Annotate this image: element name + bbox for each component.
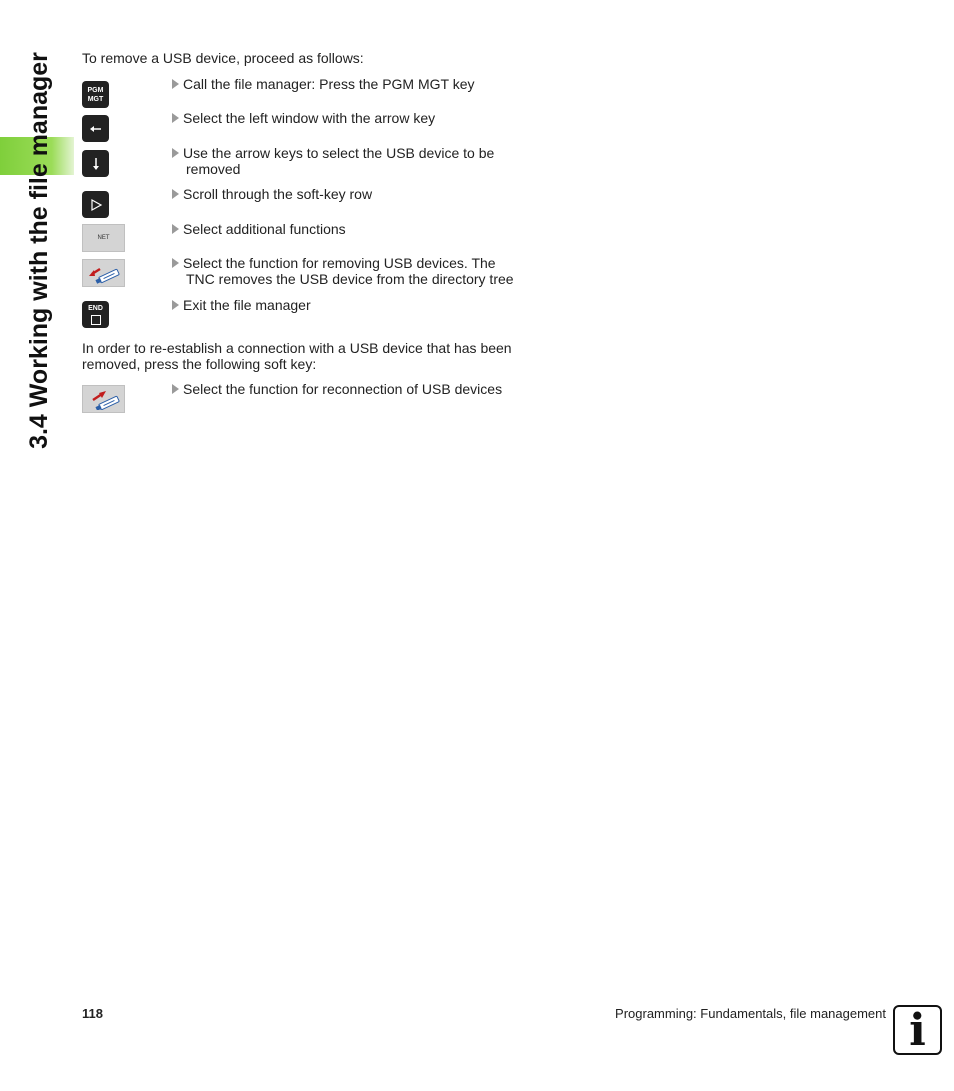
next-softkey-row-key <box>82 191 109 218</box>
page-number: 118 <box>82 1006 103 1021</box>
reconnect-usb-softkey <box>82 385 125 413</box>
reconnect-intro-line1: In order to re-establish a connection with a USB device that has been <box>82 340 512 356</box>
step-1 <box>172 76 542 92</box>
triangle-bullet-icon <box>172 189 179 199</box>
step-1-text: Call the file manager: Press the PGM MGT key <box>183 76 475 92</box>
usb-remove-icon <box>85 262 123 284</box>
right-triangle-outline-icon <box>89 198 103 212</box>
step-5 <box>172 221 542 237</box>
remove-usb-softkey <box>82 259 125 287</box>
info-icon <box>893 1005 942 1055</box>
step-2 <box>172 110 542 126</box>
reconnect-step <box>172 381 542 397</box>
step-3 <box>172 145 542 177</box>
end-key-label: END <box>88 304 103 312</box>
triangle-bullet-icon <box>172 148 179 158</box>
triangle-bullet-icon <box>172 300 179 310</box>
step-6-text-line2: TNC removes the USB device from the directory tree <box>186 271 514 287</box>
info-icon-glyph: i <box>909 1004 926 1056</box>
triangle-bullet-icon <box>172 258 179 268</box>
triangle-bullet-icon <box>172 113 179 123</box>
step-6-text-line1: Select the function for removing USB devices. The <box>183 255 496 271</box>
step-7 <box>172 297 542 313</box>
step-4-text: Scroll through the soft-key row <box>183 186 373 202</box>
pgm-mgt-key <box>82 81 109 108</box>
intro-text: To remove a USB device, proceed as follows: <box>82 50 364 66</box>
step-2-text: Select the left window with the arrow key <box>183 110 436 126</box>
end-key <box>82 301 109 328</box>
step-4 <box>172 186 542 202</box>
net-softkey-label: NET <box>97 235 110 241</box>
down-arrow-key <box>82 150 109 177</box>
left-arrow-key <box>82 115 109 142</box>
step-6 <box>172 255 542 287</box>
left-arrow-icon <box>89 124 103 134</box>
reconnect-step-text: Select the function for reconnection of USB devices <box>183 381 503 397</box>
reconnect-intro <box>82 340 552 372</box>
step-3-text-line1: Use the arrow keys to select the USB device to be <box>183 145 495 161</box>
footer-section-title: Programming: Fundamentals, file management <box>615 1006 886 1021</box>
mgt-key-label: MGT <box>87 95 104 103</box>
chapter-title: 3.4 Working with the file manager <box>24 51 53 449</box>
chapter-sidebar <box>12 30 66 470</box>
reconnect-intro-line2: removed, press the following soft key: <box>82 356 317 372</box>
net-softkey <box>82 224 125 252</box>
down-arrow-icon <box>91 157 101 171</box>
step-5-text: Select additional functions <box>183 221 346 237</box>
triangle-bullet-icon <box>172 384 179 394</box>
step-3-text-line2: removed <box>186 161 241 177</box>
pgm-key-label: PGM <box>87 86 104 94</box>
step-7-text: Exit the file manager <box>183 297 311 313</box>
usb-reconnect-icon <box>85 388 123 410</box>
triangle-bullet-icon <box>172 79 179 89</box>
end-square-icon <box>91 315 101 325</box>
triangle-bullet-icon <box>172 224 179 234</box>
